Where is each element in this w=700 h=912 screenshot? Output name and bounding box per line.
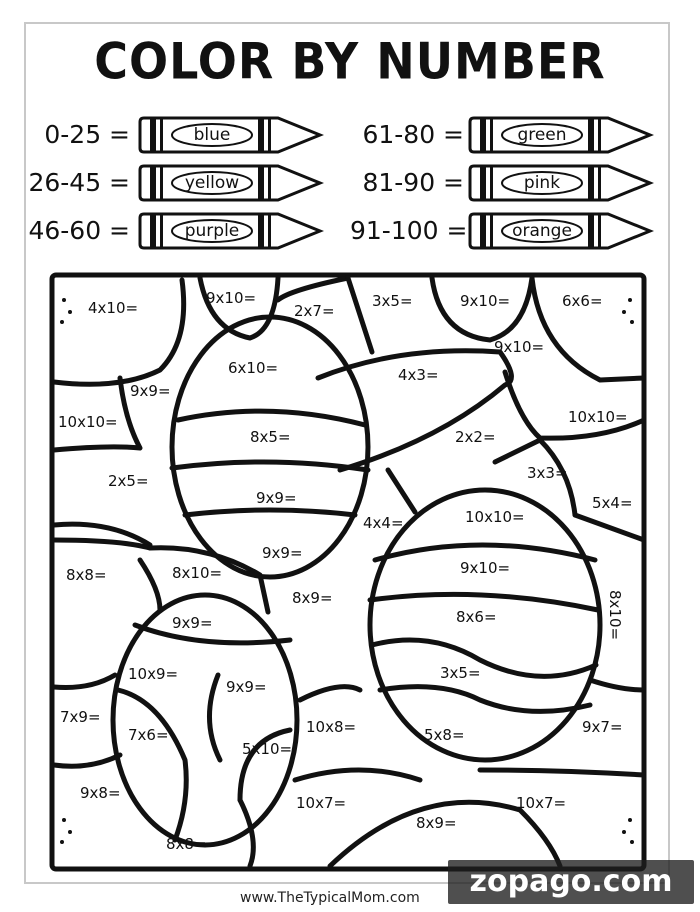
legend-color-4: green bbox=[517, 125, 567, 145]
region-equation: 8x10= bbox=[172, 564, 223, 582]
legend-range-2: 26-45 = bbox=[28, 168, 130, 197]
region-equation: 3x3= bbox=[527, 464, 568, 482]
legend-range-5: 81-90 = bbox=[362, 168, 464, 197]
region-equation: 8x6= bbox=[456, 608, 497, 626]
region-line bbox=[200, 278, 278, 338]
legend-range-6: 91-100 = bbox=[350, 216, 468, 245]
page-title: COLOR BY NUMBER bbox=[94, 31, 606, 91]
region-equation: 3x5= bbox=[372, 292, 413, 310]
region-equation: 10x7= bbox=[516, 794, 567, 812]
egg-bottom-left bbox=[113, 595, 297, 845]
region-equation: 9x10= bbox=[206, 289, 257, 307]
legend-color-6: orange bbox=[512, 221, 572, 241]
region-equation: 9x9= bbox=[130, 382, 171, 400]
region-equation: 5x4= bbox=[592, 494, 633, 512]
region-line bbox=[300, 687, 360, 700]
egg-stripe bbox=[372, 640, 596, 676]
region-equation: 9x9= bbox=[172, 614, 213, 632]
region-line bbox=[480, 770, 644, 775]
region-equation: 10x9= bbox=[128, 665, 179, 683]
region-equation: 9x8= bbox=[80, 784, 121, 802]
region-equation: 9x10= bbox=[494, 338, 545, 356]
region-equation: 9x10= bbox=[460, 559, 511, 577]
egg-top-left bbox=[172, 317, 368, 577]
region-equation: 10x10= bbox=[568, 408, 628, 426]
region-equation: 8x8= bbox=[66, 566, 107, 584]
region-line bbox=[54, 675, 115, 688]
region-equation: 2x5= bbox=[108, 472, 149, 490]
egg-stripe bbox=[375, 545, 595, 560]
region-equation: 9x9= bbox=[262, 544, 303, 562]
region-equation: 4x4= bbox=[363, 514, 404, 532]
region-equation: 10x10= bbox=[58, 413, 118, 431]
legend-range-4: 61-80 = bbox=[362, 120, 464, 149]
region-line bbox=[140, 560, 160, 610]
legend-range-1: 0-25 = bbox=[44, 120, 130, 149]
legend-color-3: purple bbox=[184, 221, 240, 241]
region-equation: 2x2= bbox=[455, 428, 496, 446]
region-equation: 3x5= bbox=[440, 664, 481, 682]
legend-color-2: yellow bbox=[184, 173, 240, 193]
region-equation: 8x9= bbox=[416, 814, 457, 832]
region-line bbox=[590, 680, 644, 690]
region-equation: 2x7= bbox=[294, 302, 335, 320]
watermark: zopago.com bbox=[448, 860, 694, 904]
region-equation: 8x10= bbox=[606, 590, 624, 641]
legend-range-3: 46-60 = bbox=[28, 216, 130, 245]
website-credit[interactable]: www.TheTypicalMom.com bbox=[240, 890, 420, 906]
legend-color-5: pink bbox=[523, 173, 561, 193]
region-line bbox=[575, 515, 644, 540]
region-equation: 9x9= bbox=[256, 489, 297, 507]
region-line bbox=[54, 280, 184, 384]
egg-stripe bbox=[380, 687, 590, 712]
region-equation: 5x8= bbox=[424, 726, 465, 744]
legend-color-1: blue bbox=[193, 125, 231, 145]
region-equation: 8x9= bbox=[292, 589, 333, 607]
region-equation: 9x7= bbox=[582, 718, 623, 736]
egg-stripe bbox=[178, 411, 365, 425]
region-equation: 5x10= bbox=[242, 740, 293, 758]
region-line bbox=[54, 540, 150, 548]
region-equation: 10x7= bbox=[296, 794, 347, 812]
region-line bbox=[54, 755, 120, 766]
egg-stripe bbox=[209, 675, 220, 760]
region-line bbox=[348, 278, 372, 352]
region-line bbox=[505, 372, 644, 438]
region-equation: 6x10= bbox=[228, 359, 279, 377]
region-equation: 4x10= bbox=[88, 299, 139, 317]
region-line bbox=[388, 470, 415, 512]
region-line bbox=[278, 278, 348, 300]
region-equation: 8x8= bbox=[166, 835, 207, 853]
region-equation: 9x9= bbox=[226, 678, 267, 696]
region-equation: 6x6= bbox=[562, 292, 603, 310]
egg-stripe bbox=[118, 690, 186, 840]
region-equation: 10x8= bbox=[306, 718, 357, 736]
region-equation: 10x10= bbox=[465, 508, 525, 526]
region-equation: 7x9= bbox=[60, 708, 101, 726]
region-equation: 8x5= bbox=[250, 428, 291, 446]
region-equation: 9x10= bbox=[460, 292, 511, 310]
egg-stripe bbox=[185, 510, 355, 515]
region-equation: 4x3= bbox=[398, 366, 439, 384]
region-equation: 7x6= bbox=[128, 726, 169, 744]
region-line bbox=[295, 770, 420, 780]
